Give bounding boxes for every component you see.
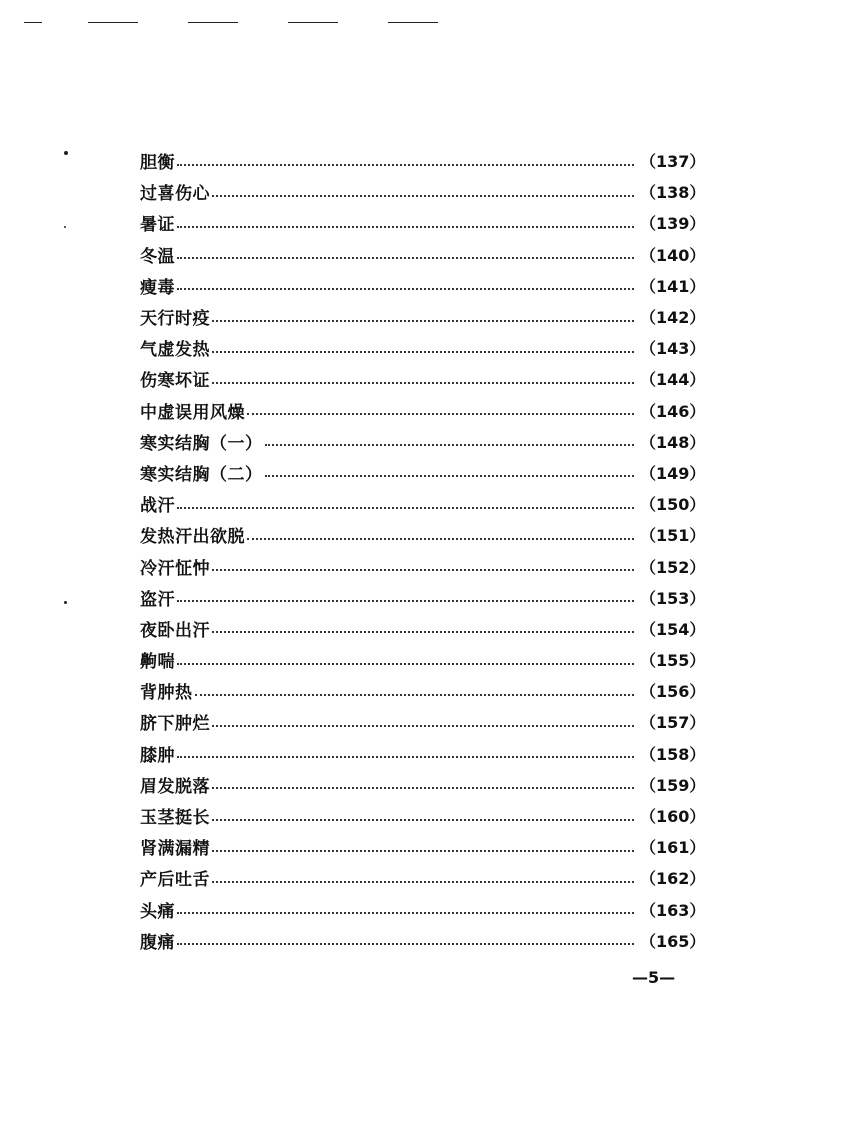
toc-entry-title: 眉发脱落 — [140, 776, 210, 797]
toc-entry[interactable] — [140, 207, 712, 238]
toc-entry[interactable] — [140, 925, 712, 956]
toc-dot-leader — [177, 943, 634, 945]
toc-entry-page: （149） — [640, 463, 706, 483]
toc-entry[interactable] — [140, 831, 712, 862]
toc-entry-title: 战汗 — [140, 496, 175, 517]
toc-entry-title: 寒实结胸（一） — [140, 433, 263, 454]
toc-entry-title: 脐下肿烂 — [140, 714, 210, 735]
toc-entry[interactable] — [140, 613, 712, 644]
toc-entry-title: 天行时疫 — [140, 309, 210, 330]
toc-entry[interactable] — [140, 488, 712, 519]
toc-entry[interactable] — [140, 706, 712, 737]
toc-entry-page: （148） — [640, 432, 706, 452]
toc-entry-page: （160） — [640, 807, 706, 827]
toc-dot-leader — [212, 819, 634, 821]
toc-entry[interactable] — [140, 769, 712, 800]
toc-entry-page: （143） — [640, 339, 706, 359]
toc-entry-page: （138） — [640, 183, 706, 203]
toc-entry[interactable] — [140, 363, 712, 394]
toc-dot-leader — [177, 288, 634, 290]
toc-entry[interactable] — [140, 582, 712, 613]
toc-entry-page: （153） — [640, 588, 706, 608]
toc-dot-leader — [177, 164, 634, 166]
toc-entry-title: 发热汗出欲脱 — [140, 527, 245, 548]
toc-dot-leader — [265, 475, 635, 477]
toc-entry-page: （140） — [640, 245, 706, 265]
toc-entry-page: （165） — [640, 931, 706, 951]
toc-entry-title: 过喜伤心 — [140, 184, 210, 205]
toc-dot-leader — [195, 694, 635, 696]
toc-entry[interactable] — [140, 862, 712, 893]
toc-dot-leader — [265, 444, 635, 446]
toc-entry-page: （141） — [640, 276, 706, 296]
toc-dot-leader — [212, 787, 634, 789]
toc-dot-leader — [212, 725, 634, 727]
toc-entry[interactable] — [140, 239, 712, 270]
toc-entry-title: 气虚发热 — [140, 340, 210, 361]
toc-entry-page: （163） — [640, 900, 706, 920]
toc-entry-title: 暑证 — [140, 215, 175, 236]
header-rule-3 — [188, 22, 238, 23]
toc-dot-leader — [212, 631, 634, 633]
toc-entry[interactable] — [140, 894, 712, 925]
toc-entry[interactable] — [140, 457, 712, 488]
toc-entry[interactable] — [140, 800, 712, 831]
toc-entry[interactable] — [140, 145, 712, 176]
toc-entry-title: 背肿热 — [140, 683, 193, 704]
toc-dot-leader — [212, 569, 634, 571]
toc-dot-leader — [247, 538, 634, 540]
toc-entry-title: 冷汗怔忡 — [140, 558, 210, 579]
page-number: —5— — [632, 968, 676, 987]
toc-entry-title: 夜卧出汗 — [140, 620, 210, 641]
toc-entry-page: （157） — [640, 713, 706, 733]
toc-dot-leader — [212, 850, 634, 852]
toc-entry-page: （158） — [640, 744, 706, 764]
toc-entry-page: （156） — [640, 682, 706, 702]
toc-entry[interactable] — [140, 519, 712, 550]
toc-dot-leader — [177, 912, 634, 914]
toc-dot-leader — [177, 257, 634, 259]
toc-entry-page: （146） — [640, 401, 706, 421]
toc-entry-page: （150） — [640, 495, 706, 515]
toc-entry-title: 产后吐舌 — [140, 870, 210, 891]
toc-entry-title: 腹痛 — [140, 932, 175, 953]
toc-dot-leader — [212, 881, 634, 883]
scan-speck — [64, 226, 66, 228]
toc-entry[interactable] — [140, 738, 712, 769]
toc-entry-title: 膝肿 — [140, 745, 175, 766]
table-of-contents — [140, 145, 712, 956]
toc-entry-page: （151） — [640, 526, 706, 546]
toc-entry-page: （144） — [640, 370, 706, 390]
header-rule-2 — [88, 22, 138, 23]
toc-entry-title: 瘦毒 — [140, 277, 175, 298]
toc-dot-leader — [212, 382, 634, 384]
toc-entry-title: 肾满漏精 — [140, 839, 210, 860]
toc-entry-title: 胆衡 — [140, 153, 175, 174]
header-rule-1 — [24, 22, 42, 23]
toc-entry[interactable] — [140, 301, 712, 332]
toc-entry-page: （162） — [640, 869, 706, 889]
toc-entry-page: （161） — [640, 838, 706, 858]
toc-entry-page: （159） — [640, 775, 706, 795]
toc-dot-leader — [177, 226, 634, 228]
toc-entry[interactable] — [140, 644, 712, 675]
toc-entry[interactable] — [140, 426, 712, 457]
toc-entry-page: （137） — [640, 152, 706, 172]
toc-entry-page: （152） — [640, 557, 706, 577]
header-rule-4 — [288, 22, 338, 23]
header-rule-5 — [388, 22, 438, 23]
toc-entry-title: 玉茎挺长 — [140, 808, 210, 829]
toc-entry-page: （142） — [640, 308, 706, 328]
toc-dot-leader — [177, 600, 634, 602]
toc-dot-leader — [212, 320, 634, 322]
toc-entry-title: 寒实结胸（二） — [140, 464, 263, 485]
toc-dot-leader — [177, 663, 634, 665]
toc-entry[interactable] — [140, 395, 712, 426]
toc-entry-title: 伤寒坏证 — [140, 371, 210, 392]
toc-entry[interactable] — [140, 332, 712, 363]
toc-entry-title: 盗汗 — [140, 589, 175, 610]
toc-dot-leader — [247, 413, 634, 415]
toc-entry[interactable] — [140, 550, 712, 581]
toc-entry-title: 冬温 — [140, 246, 175, 267]
toc-entry-page: （155） — [640, 651, 706, 671]
scan-speck — [64, 151, 68, 155]
toc-entry-page: （139） — [640, 214, 706, 234]
toc-entry-title: 头痛 — [140, 901, 175, 922]
scan-speck — [64, 601, 67, 604]
toc-dot-leader — [177, 756, 634, 758]
toc-entry[interactable] — [140, 675, 712, 706]
toc-dot-leader — [177, 507, 634, 509]
toc-entry[interactable] — [140, 176, 712, 207]
toc-entry-page: （154） — [640, 619, 706, 639]
toc-entry-title: 中虚误用风燥 — [140, 402, 245, 423]
toc-entry-title: 齁喘 — [140, 652, 175, 673]
toc-entry[interactable] — [140, 270, 712, 301]
toc-dot-leader — [212, 195, 634, 197]
toc-dot-leader — [212, 351, 634, 353]
